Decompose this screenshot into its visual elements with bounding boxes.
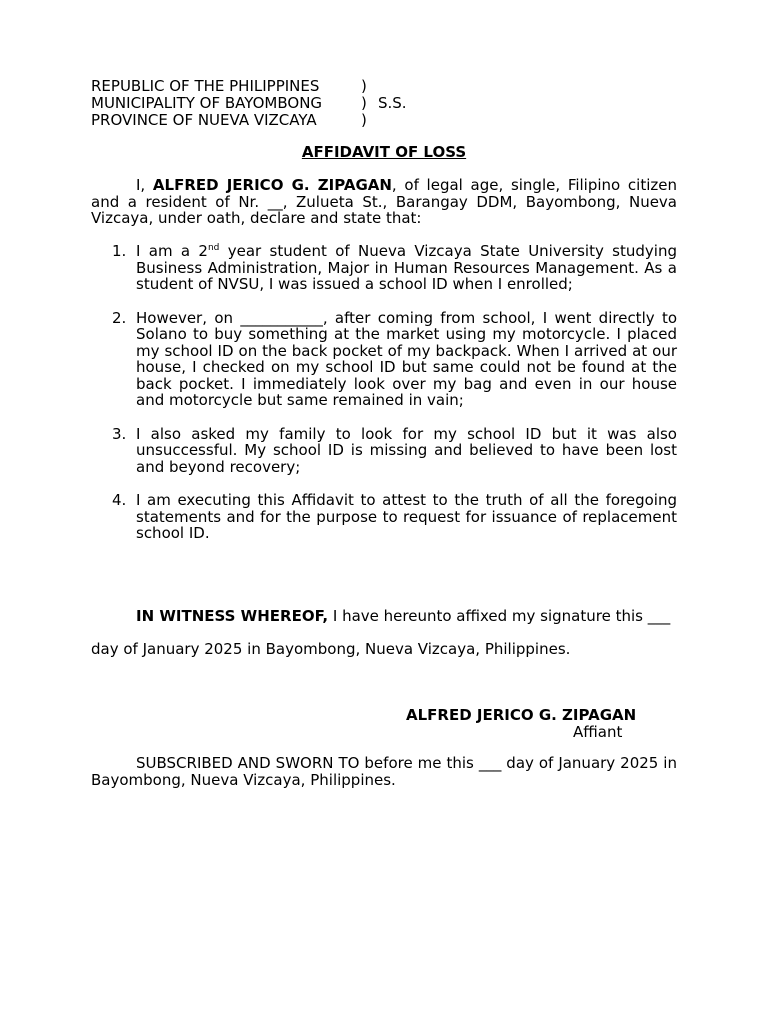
- item-text: However, on ___________, after coming from school, I went directly to Solano to buy something at the market using my motorcycle. I placed my school ID on the back pocket of my backpack. When I arrived at our house, I checked on my school ID but same could not be found at the back pocket. I immediately look over my bag and even in our house and motorcycle but same remained in vain;: [136, 308, 677, 409]
- item-number: 1.: [112, 242, 127, 260]
- venue-block: [91, 77, 407, 129]
- item-number: 3.: [112, 424, 127, 443]
- intro-paragraph: [91, 177, 677, 227]
- intro-rest: , of legal age, single, Filipino citizen and a resident of Nr. __, Zulueta St., Barangay DDM, Bayombong, Nueva Vizcaya, under oath, declare and state that:: [91, 176, 677, 227]
- venue-text: REPUBLIC OF THE PHILIPPINES: [91, 77, 320, 95]
- item-number: 4.: [112, 491, 127, 509]
- list-item: [91, 243, 677, 293]
- witness-paragraph: [91, 608, 677, 625]
- venue-line-municipality: [91, 94, 407, 112]
- item-text: year student of Nueva Vizcaya State University studying Business Administration, Major in Human Resources Management. As a student of NVSU, I was issued a school ID when I enrolled;: [136, 242, 677, 293]
- list-item: [91, 492, 677, 542]
- venue-ss-label: S.S.: [378, 94, 407, 112]
- venue-line-republic: [91, 77, 367, 95]
- venue-paren: ): [361, 111, 367, 129]
- item-text: I am a 2: [136, 242, 208, 260]
- witness-text: I have hereunto affixed my signature this ___: [328, 607, 671, 625]
- witness-date-line: day of January 2025 in Bayombong, Nueva Vizcaya, Philippines.: [91, 640, 571, 658]
- venue-paren: ): [361, 94, 367, 112]
- ordinal-suffix: nd: [207, 243, 220, 253]
- venue-text: PROVINCE OF NUEVA VIZCAYA: [91, 111, 317, 129]
- jurat-paragraph: SUBSCRIBED AND SWORN TO before me this ___ day of January 2025 in Bayombong, Nueva Vizcaya, Philippines.: [91, 754, 677, 789]
- statement-list: [91, 243, 677, 559]
- item-text: I also asked my family to look for my school ID but it was also unsuccessful. My school ID is missing and believed to have been lost and beyond recovery;: [136, 424, 677, 476]
- venue-paren: ): [361, 77, 367, 95]
- venue-text: MUNICIPALITY OF BAYOMBONG: [91, 94, 323, 112]
- venue-line-province: [91, 111, 367, 129]
- affiant-signature-name: ALFRED JERICO G. ZIPAGAN: [406, 706, 637, 724]
- list-item: [91, 426, 677, 476]
- intro-prefix: I,: [136, 176, 153, 194]
- witness-heading: IN WITNESS WHEREOF,: [136, 607, 329, 625]
- list-item: [91, 310, 677, 409]
- item-text: I am executing this Affidavit to attest to the truth of all the foregoing statements and for the purpose to request for issuance of replacement school ID.: [136, 491, 677, 542]
- affiant-label: Affiant: [573, 723, 623, 741]
- document-title: AFFIDAVIT OF LOSS: [301, 143, 467, 161]
- item-number: 2.: [112, 308, 127, 327]
- affiant-name-inline: ALFRED JERICO G. ZIPAGAN: [152, 176, 392, 194]
